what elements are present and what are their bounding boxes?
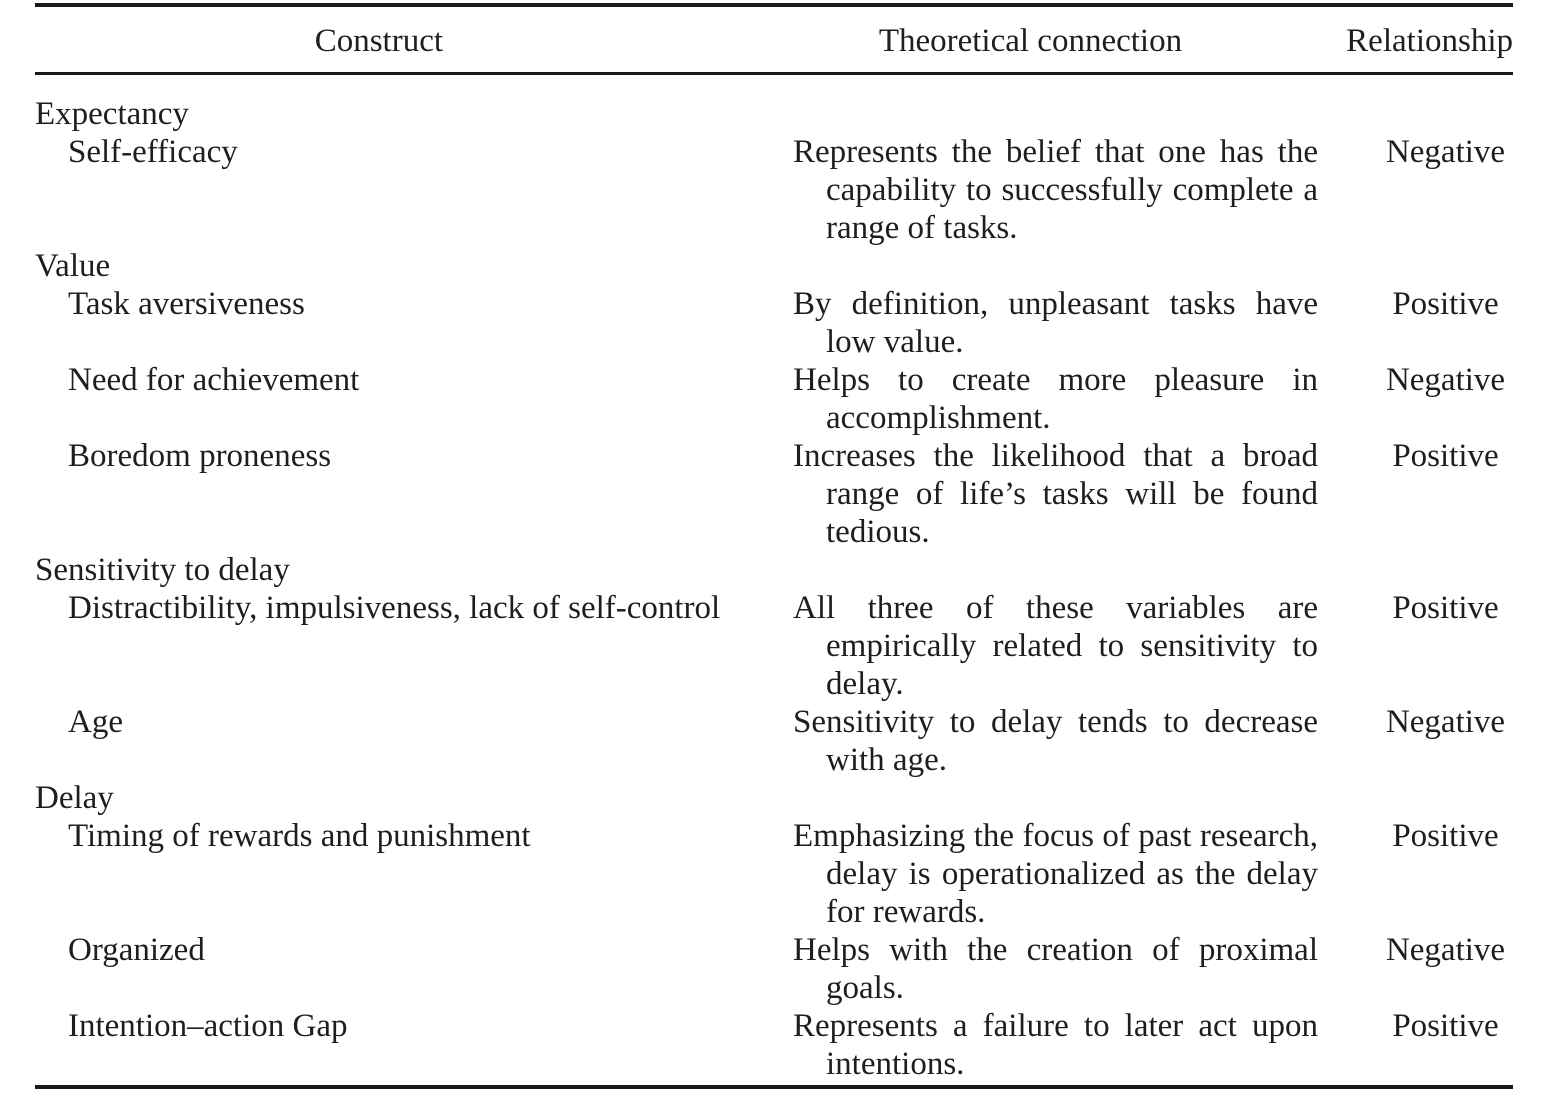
section-header-row [35, 95, 1513, 133]
table-row [35, 133, 1513, 247]
table-row [35, 285, 1513, 361]
construct-cell: Boredom proneness [68, 438, 332, 474]
relationship-cell: Negative [1385, 134, 1506, 170]
column-header-theoretical-connection: Theoretical connection [878, 22, 1183, 59]
theoretical-connection-cell: Sensitivity to delay tends to decrease with age. [793, 704, 1318, 778]
construct-cell: Distractibility, impulsiveness, lack of self-control [68, 590, 721, 626]
theoretical-connection-cell: Helps with the creation of proximal goals. [793, 932, 1318, 1006]
theoretical-connection-cell: By definition, unpleasant tasks have low value. [793, 286, 1318, 360]
section-header-row [35, 551, 1513, 589]
section-name: Delay [35, 780, 114, 816]
section-name: Sensitivity to delay [35, 552, 290, 588]
construct-cell: Organized [68, 932, 205, 968]
relationship-cell: Positive [1392, 438, 1499, 474]
table-row [35, 817, 1513, 931]
section-header-row [35, 779, 1513, 817]
construct-cell: Intention–action Gap [68, 1008, 348, 1044]
theoretical-connection-cell: Increases the likelihood that a broad range of life’s tasks will be found tedious. [793, 438, 1318, 550]
paper-table-page [0, 3, 1548, 1093]
construct-cell: Timing of rewards and punishment [68, 818, 531, 854]
relationship-cell: Positive [1392, 286, 1499, 322]
relationship-cell: Positive [1392, 590, 1499, 626]
table-row [35, 1007, 1513, 1083]
table-bottom-rule [35, 1085, 1513, 1089]
theoretical-connection-cell: All three of these variables are empirically related to sensitivity to delay. [793, 590, 1318, 702]
construct-cell: Age [68, 704, 123, 740]
table-row [35, 361, 1513, 437]
table-row [35, 437, 1513, 551]
section-header-row [35, 247, 1513, 285]
column-header-construct: Construct [314, 22, 444, 59]
theoretical-connection-cell: Emphasizing the focus of past research, delay is operationalized as the delay for rewards. [793, 818, 1318, 930]
construct-cell: Task aversiveness [68, 286, 305, 322]
relationship-cell: Negative [1385, 362, 1506, 398]
relationship-cell: Positive [1392, 818, 1499, 854]
construct-cell: Need for achievement [68, 362, 360, 398]
column-header-relationship: Relationship [1346, 22, 1513, 59]
table-row [35, 703, 1513, 779]
theoretical-connection-cell: Represents a failure to later act upon intentions. [793, 1008, 1318, 1082]
section-name: Value [35, 248, 111, 284]
relationship-cell: Positive [1392, 1008, 1499, 1044]
table-row [35, 931, 1513, 1007]
section-name: Expectancy [35, 96, 189, 132]
table-row [35, 589, 1513, 703]
relationship-cell: Negative [1385, 932, 1506, 968]
theoretical-connection-cell: Represents the belief that one has the capability to successfully complete a range of tasks. [793, 134, 1318, 246]
theoretical-connection-cell: Helps to create more pleasure in accomplishment. [793, 362, 1318, 436]
table-body [35, 75, 1513, 1083]
construct-cell: Self-efficacy [68, 134, 238, 170]
table-header-row [35, 7, 1513, 72]
relationship-cell: Negative [1385, 704, 1506, 740]
